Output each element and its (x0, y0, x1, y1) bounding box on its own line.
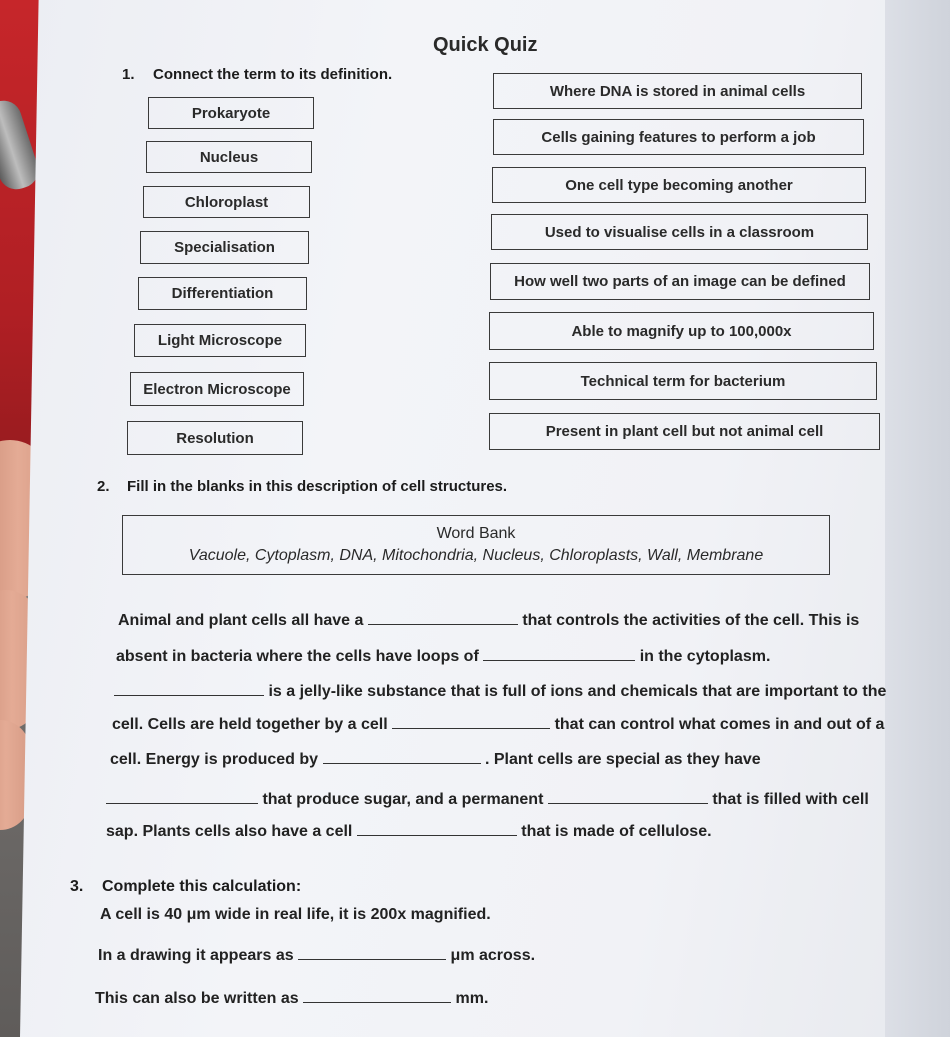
answer-blank[interactable] (548, 789, 708, 804)
calc-text: μm across. (450, 947, 536, 964)
answer-blank[interactable] (298, 945, 446, 960)
fill-text: cell. Energy is produced by (110, 751, 319, 768)
q1-number: 1. (122, 66, 135, 83)
calc-text: In a drawing it appears as (98, 947, 294, 964)
answer-blank[interactable] (483, 646, 635, 661)
calc-line (98, 945, 535, 965)
q1-prompt: Connect the term to its definition. (153, 66, 393, 83)
page-title: Quick Quiz (433, 34, 538, 56)
answer-blank[interactable] (357, 821, 517, 836)
fill-text: cell. Cells are held together by a cell (112, 716, 388, 733)
fill-line (114, 681, 886, 701)
answer-blank[interactable] (368, 610, 518, 625)
definition-box[interactable]: Used to visualise cells in a classroom (491, 214, 868, 250)
calc-text: This can also be written as (95, 990, 299, 1007)
q2-prompt: Fill in the blanks in this description of cell structures. (127, 478, 508, 495)
fill-line (112, 714, 884, 734)
answer-blank[interactable] (303, 988, 451, 1003)
answer-blank[interactable] (323, 749, 481, 764)
term-box[interactable]: Specialisation (140, 231, 309, 264)
fill-text: that controls the activities of the cell. This is (522, 612, 860, 629)
definition-box[interactable]: Technical term for bacterium (489, 362, 877, 400)
definition-box[interactable]: Able to magnify up to 100,000x (489, 312, 874, 350)
fill-text: that is filled with cell (712, 791, 869, 808)
word-bank-title: Word Bank (436, 525, 516, 542)
fill-text: that produce sugar, and a permanent (262, 791, 544, 808)
calc-line (95, 988, 488, 1008)
fill-text: is a jelly-like substance that is full of ions and chemicals that are important to the (268, 683, 887, 700)
calc-text: mm. (455, 990, 489, 1007)
term-box[interactable]: Chloroplast (143, 186, 310, 218)
fill-text: in the cytoplasm. (639, 648, 771, 665)
answer-blank[interactable] (106, 789, 258, 804)
fill-line (106, 789, 869, 809)
definition-box[interactable]: Cells gaining features to perform a job (493, 119, 864, 155)
term-box[interactable]: Resolution (127, 421, 303, 455)
q3-prompt: Complete this calculation: (102, 878, 302, 895)
answer-blank[interactable] (392, 714, 550, 729)
q3-statement: A cell is 40 μm wide in real life, it is 200x magnified. (100, 906, 491, 923)
word-bank-words: Vacuole, Cytoplasm, DNA, Mitochondria, Nucleus, Chloroplasts, Wall, Membrane (188, 547, 764, 564)
fill-text: that can control what comes in and out of a (554, 716, 885, 733)
fill-text: . Plant cells are special as they have (484, 751, 761, 768)
fill-line (110, 749, 761, 769)
answer-blank[interactable] (114, 681, 264, 696)
paper-edge (885, 0, 950, 1037)
definition-box[interactable]: Present in plant cell but not animal cell (489, 413, 880, 450)
q3-number: 3. (70, 878, 84, 895)
fill-line (106, 821, 712, 841)
term-box[interactable]: Differentiation (138, 277, 307, 310)
definition-box[interactable]: Where DNA is stored in animal cells (493, 73, 862, 109)
fill-line (118, 610, 859, 630)
q2-number: 2. (97, 478, 110, 495)
term-box[interactable]: Nucleus (146, 141, 312, 173)
term-box[interactable]: Prokaryote (148, 97, 314, 129)
definition-box[interactable]: One cell type becoming another (492, 167, 866, 203)
term-box[interactable]: Light Microscope (134, 324, 306, 357)
fill-line (116, 646, 770, 666)
definition-box[interactable]: How well two parts of an image can be defined (490, 263, 870, 300)
term-box[interactable]: Electron Microscope (130, 372, 304, 406)
word-bank (122, 515, 830, 575)
fill-text: that is made of cellulose. (521, 823, 712, 840)
fill-text: Animal and plant cells all have a (118, 612, 364, 629)
fill-text: sap. Plants cells also have a cell (106, 823, 353, 840)
fill-text: absent in bacteria where the cells have loops of (116, 648, 479, 665)
